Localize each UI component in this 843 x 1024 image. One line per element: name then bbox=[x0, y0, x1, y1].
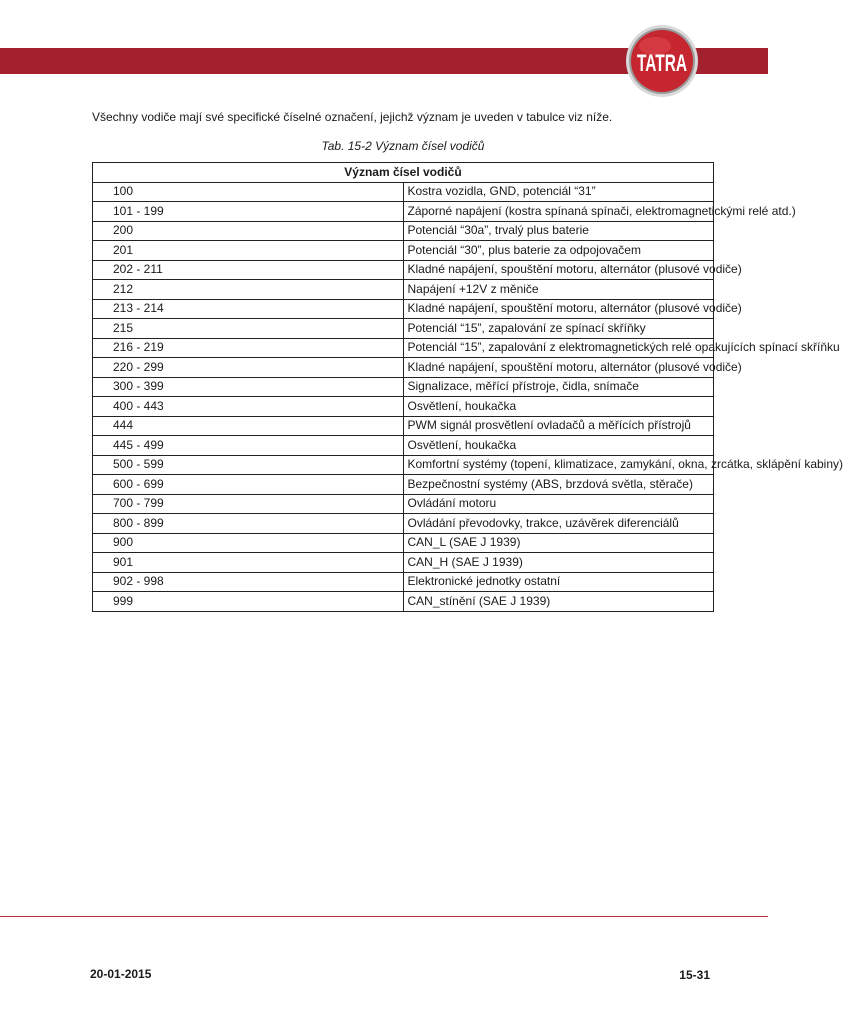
table-row bbox=[93, 182, 714, 202]
wire-description-cell: Ovládání převodovky, trakce, uzávěrek diferenciálů bbox=[403, 514, 714, 534]
wire-code-cell: 220 - 299 bbox=[93, 358, 404, 378]
wire-description-cell: Potenciál “30a”, trvalý plus baterie bbox=[403, 221, 714, 241]
table-header: Význam čísel vodičů bbox=[93, 163, 714, 183]
wire-code-cell: 212 bbox=[93, 280, 404, 300]
table-body bbox=[93, 182, 843, 611]
wire-description-cell: Kladné napájení, spouštění motoru, alternátor (plusové vodiče) bbox=[403, 260, 714, 280]
footer-date: 20-01-2015 bbox=[90, 967, 152, 981]
wire-description-cell: Záporné napájení (kostra spínaná spínači, elektromagnetickými relé atd.) bbox=[403, 202, 714, 222]
table-row bbox=[93, 592, 714, 612]
wire-code-cell: 216 - 219 bbox=[93, 338, 404, 358]
table-row bbox=[93, 241, 714, 261]
table-row bbox=[93, 377, 714, 397]
tatra-logo bbox=[625, 24, 699, 98]
wire-description-cell: Potenciál “15”, zapalování ze spínací skříňky bbox=[403, 319, 714, 339]
table-row bbox=[93, 455, 714, 475]
logo-text: TATRA bbox=[637, 50, 687, 77]
table-caption: Tab. 15-2 Význam čísel vodičů bbox=[321, 139, 485, 153]
wire-description-cell: Elektronické jednotky ostatní bbox=[403, 572, 714, 592]
table-row bbox=[93, 299, 714, 319]
wire-code-cell: 700 - 799 bbox=[93, 494, 404, 514]
wire-code-cell: 300 - 399 bbox=[93, 377, 404, 397]
wire-code-cell: 800 - 899 bbox=[93, 514, 404, 534]
wire-description-cell: Bezpečnostní systémy (ABS, brzdová světla, stěrače) bbox=[403, 475, 714, 495]
page-number: 15-31 bbox=[679, 968, 710, 982]
table-row bbox=[93, 280, 714, 300]
table-row bbox=[93, 514, 714, 534]
wire-description-cell: Kladné napájení, spouštění motoru, alternátor (plusové vodiče) bbox=[403, 358, 714, 378]
wire-description-cell: CAN_L (SAE J 1939) bbox=[403, 533, 714, 553]
wire-code-cell: 200 bbox=[93, 221, 404, 241]
table-row bbox=[93, 553, 714, 573]
table-row bbox=[93, 338, 714, 358]
wire-number-table bbox=[92, 162, 843, 612]
wire-description-cell: Kostra vozidla, GND, potenciál “31” bbox=[403, 182, 714, 202]
intro-paragraph: Všechny vodiče mají své specifické číselné označení, jejichž význam je uveden v tabulce viz níže. bbox=[92, 110, 613, 124]
wire-code-cell: 202 - 211 bbox=[93, 260, 404, 280]
table-row bbox=[93, 358, 714, 378]
wire-description-cell: Komfortní systémy (topení, klimatizace, zamykání, okna, zrcátka, sklápění kabiny) bbox=[403, 455, 714, 475]
table-row bbox=[93, 202, 714, 222]
wire-description-cell: Potenciál “30”, plus baterie za odpojovačem bbox=[403, 241, 714, 261]
table-row bbox=[93, 416, 714, 436]
table-row bbox=[93, 475, 714, 495]
wire-code-cell: 445 - 499 bbox=[93, 436, 404, 456]
wire-description-cell: Signalizace, měřící přístroje, čidla, snímače bbox=[403, 377, 714, 397]
wire-code-cell: 100 bbox=[93, 182, 404, 202]
wire-description-cell: CAN_stínění (SAE J 1939) bbox=[403, 592, 714, 612]
wire-code-cell: 901 bbox=[93, 553, 404, 573]
wire-code-cell: 902 - 998 bbox=[93, 572, 404, 592]
table-row bbox=[93, 397, 714, 417]
wire-description-cell: Potenciál “15”, zapalování z elektromagnetických relé opakujících spínací skříňku bbox=[403, 338, 714, 358]
table-row bbox=[93, 572, 714, 592]
wire-description-cell: CAN_H (SAE J 1939) bbox=[403, 553, 714, 573]
table-row bbox=[93, 221, 714, 241]
wire-description-cell: Ovládání motoru bbox=[403, 494, 714, 514]
table-row bbox=[93, 260, 714, 280]
wire-code-cell: 400 - 443 bbox=[93, 397, 404, 417]
wire-description-cell: Osvětlení, houkačka bbox=[403, 436, 714, 456]
footer-divider bbox=[0, 916, 768, 917]
table-header-row bbox=[93, 163, 714, 183]
table-row bbox=[93, 319, 714, 339]
table-row bbox=[93, 533, 714, 553]
wire-code-cell: 500 - 599 bbox=[93, 455, 404, 475]
wire-description-cell: PWM signál prosvětlení ovladačů a měřících přístrojů bbox=[403, 416, 714, 436]
table-row bbox=[93, 494, 714, 514]
wire-code-cell: 215 bbox=[93, 319, 404, 339]
wire-code-cell: 101 - 199 bbox=[93, 202, 404, 222]
wire-code-cell: 444 bbox=[93, 416, 404, 436]
wire-description-cell: Napájení +12V z měniče bbox=[403, 280, 714, 300]
wire-code-cell: 213 - 214 bbox=[93, 299, 404, 319]
wire-description-cell: Kladné napájení, spouštění motoru, alternátor (plusové vodiče) bbox=[403, 299, 714, 319]
wire-description-cell: Osvětlení, houkačka bbox=[403, 397, 714, 417]
wire-code-cell: 999 bbox=[93, 592, 404, 612]
wire-code-cell: 900 bbox=[93, 533, 404, 553]
wire-code-cell: 201 bbox=[93, 241, 404, 261]
wire-code-cell: 600 - 699 bbox=[93, 475, 404, 495]
table-row bbox=[93, 436, 714, 456]
